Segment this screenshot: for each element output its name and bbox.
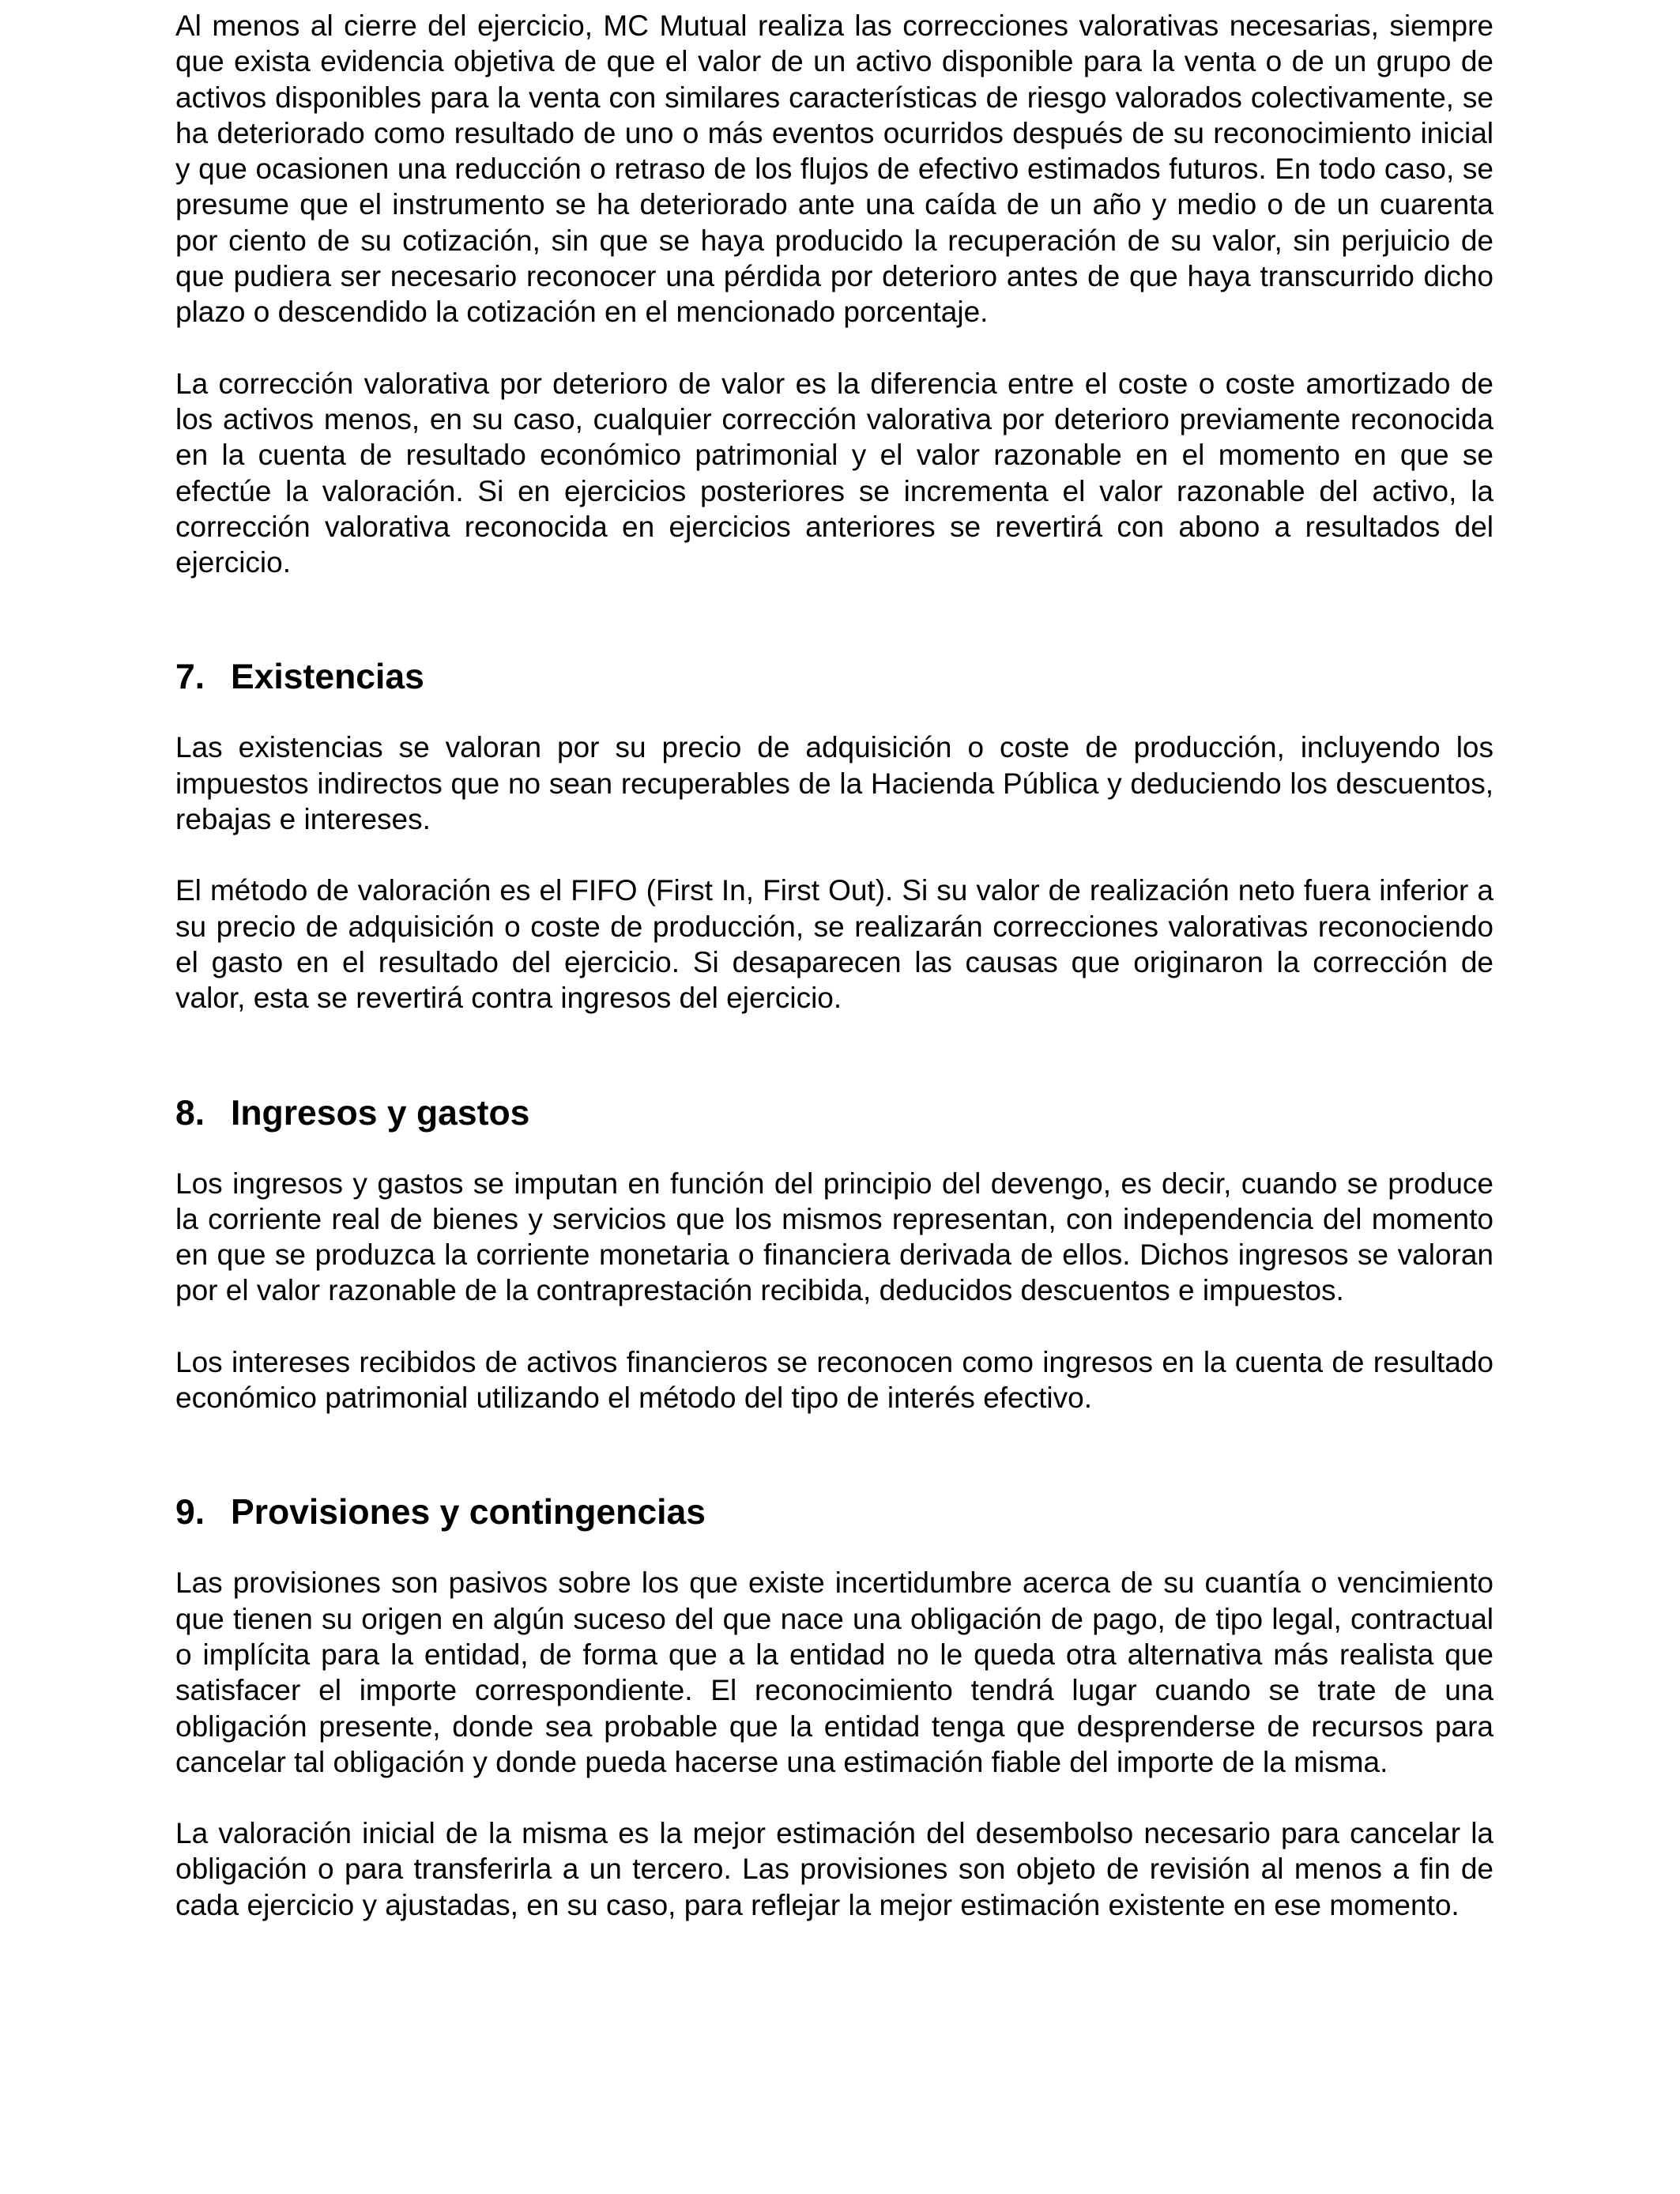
existencias-paragraph-1: Las existencias se valoran por su precio de adquisición o coste de producción, incluyendo los impuestos indirectos que no sean recuperables de la Hacienda Pública y deduciendo los descuentos, rebajas e intereses.	[175, 731, 1494, 836]
provisiones-paragraph-2: La valoración inicial de la misma es la mejor estimación del desembolso necesario para cancelar la obligación o para transferirla a un tercero. Las provisiones son objeto de revisión al menos a fin de cada ejercicio y ajustadas, en su caso, para reflejar la mejor estimación existente en ese momento.	[175, 1817, 1494, 1921]
section-title: Provisiones y contingencias	[231, 1493, 706, 1532]
section-heading-existencias	[175, 657, 1494, 698]
intro-paragraph-1: Al menos al cierre del ejercicio, MC Mutual realiza las correcciones valorativas necesarias, siempre que exista evidencia objetiva de que el valor de un activo disponible para la venta o de un grupo de activos disponibles para la venta con similares características de riesgo valorados colectivamente, se ha deteriorado como resultado de uno o más eventos ocurridos después de su reconocimiento inicial y que ocasionen una reducción o retraso de los flujos de efectivo estimados futuros. En todo caso, se presume que el instrumento se ha deteriorado ante una caída de un año y medio o de un cuarenta por ciento de su cotización, sin que se haya producido la recuperación de su valor, sin perjuicio de que pudiera ser necesario reconocer una pérdida por deterioro antes de que haya transcurrido dicho plazo o descendido la cotización en el mencionado porcentaje.	[175, 9, 1494, 329]
section-number: 7.	[175, 658, 205, 697]
section-number: 9.	[175, 1493, 205, 1532]
section-title: Existencias	[231, 658, 424, 697]
provisiones-paragraph-1: Las provisiones son pasivos sobre los que existe incertidumbre acerca de su cuantía o vencimiento que tienen su origen en algún suceso del que nace una obligación de pago, de tipo legal, contractual o implícita para la entidad, de forma que a la entidad no le queda otra alternativa más realista que satisfacer el importe correspondiente. El reconocimiento tendrá lugar cuando se trate de una obligación presente, donde sea probable que la entidad tenga que desprenderse de recursos para cancelar tal obligación y donde pueda hacerse una estimación fiable del importe de la misma.	[175, 1566, 1494, 1778]
ingresos-paragraph-2: Los intereses recibidos de activos financieros se reconocen como ingresos en la cuenta de resultado económico patrimonial utilizando el método del tipo de interés efectivo.	[175, 1345, 1494, 1415]
document-page	[175, 8, 1494, 1923]
section-title: Ingresos y gastos	[231, 1093, 530, 1133]
section-heading-ingresos-gastos	[175, 1093, 1494, 1134]
intro-paragraph-2: La corrección valorativa por deterioro de valor es la diferencia entre el coste o coste amortizado de los activos menos, en su caso, cualquier corrección valorativa por deterioro previamente reconocida en la cuenta de resultado económico patrimonial y el valor razonable en el momento en que se efectúe la valoración. Si en ejercicios posteriores se incrementa el valor razonable del activo, la corrección valorativa reconocida en ejercicios anteriores se revertirá con abono a resultados del ejercicio.	[175, 367, 1494, 579]
ingresos-paragraph-1: Los ingresos y gastos se imputan en función del principio del devengo, es decir, cuando se produce la corriente real de bienes y servicios que los mismos representan, con independencia del momento en que se produzca la corriente monetaria o financiera derivada de ellos. Dichos ingresos se valoran por el valor razonable de la contraprestación recibida, deducidos descuentos e impuestos.	[175, 1167, 1494, 1307]
section-number: 8.	[175, 1093, 205, 1133]
existencias-paragraph-2: El método de valoración es el FIFO (First In, First Out). Si su valor de realización neto fuera inferior a su precio de adquisición o coste de producción, se realizarán correcciones valorativas reconociendo el gasto en el resultado del ejercicio. Si desaparecen las causas que originaron la corrección de valor, esta se revertirá contra ingresos del ejercicio.	[175, 874, 1494, 1015]
section-heading-provisiones	[175, 1492, 1494, 1533]
